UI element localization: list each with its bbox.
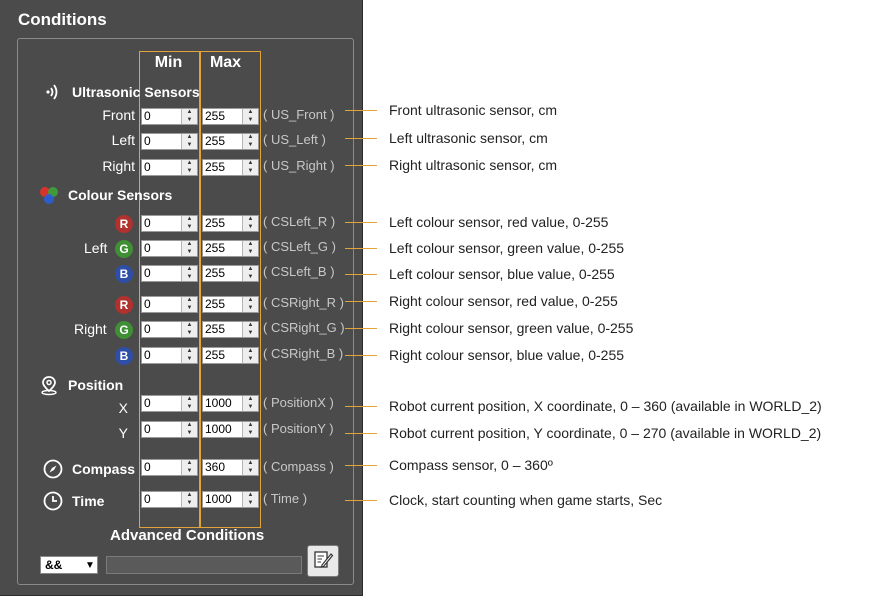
annotation-line bbox=[345, 406, 377, 407]
window-title: Conditions bbox=[18, 10, 107, 29]
red-badge: R bbox=[115, 296, 133, 314]
conditions-panel bbox=[17, 38, 354, 585]
section-compass-label: Compass bbox=[72, 461, 136, 477]
annotation-line bbox=[345, 433, 377, 434]
location-pin-icon bbox=[38, 374, 60, 396]
colour-left-b-min-stepper[interactable]: 0 ▲ ▼ bbox=[141, 265, 198, 282]
colour-right-r-min-stepper[interactable]: 0 ▲ ▼ bbox=[141, 296, 198, 313]
colour-left-b-var: ( CSLeft_B ) bbox=[263, 264, 335, 279]
ultrasonic-front-min-stepper[interactable]: 0 ▲ ▼ bbox=[141, 108, 198, 125]
colour-right-g-min-stepper[interactable]: 0 ▲ ▼ bbox=[141, 321, 198, 338]
blue-badge: B bbox=[115, 347, 133, 365]
ultrasonic-right-var: ( US_Right ) bbox=[263, 158, 335, 173]
colour-left-g-min-stepper[interactable]: 0 ▲ ▼ bbox=[141, 240, 198, 257]
annotation-line bbox=[345, 328, 377, 329]
advanced-condition-input[interactable] bbox=[106, 556, 302, 574]
colour-left-b-max-stepper[interactable]: 255 ▲ ▼ bbox=[202, 265, 259, 282]
annotation-line bbox=[345, 138, 377, 139]
position-y-label: Y bbox=[118, 425, 128, 441]
colour-left-r-var: ( CSLeft_R ) bbox=[263, 214, 336, 229]
annotation-line bbox=[345, 165, 377, 166]
annotation-line bbox=[345, 110, 377, 111]
annotation-line bbox=[345, 248, 377, 249]
max-column-header: Max bbox=[209, 54, 242, 71]
colour-right-r-var: ( CSRight_R ) bbox=[263, 295, 344, 310]
colour-right-r-max-stepper[interactable]: 255 ▲ ▼ bbox=[202, 296, 259, 313]
annotation-line bbox=[345, 274, 377, 275]
logic-operator-select[interactable] bbox=[40, 556, 98, 574]
annotation-text: Left ultrasonic sensor, cm bbox=[389, 130, 548, 146]
colour-left-g-var: ( CSLeft_G ) bbox=[263, 239, 336, 254]
position-x-var: ( PositionX ) bbox=[263, 395, 334, 410]
section-time-label: Time bbox=[72, 493, 105, 509]
annotation-text: Robot current position, Y coordinate, 0 – 270 (available in WORLD_2) bbox=[389, 425, 822, 441]
green-badge: G bbox=[115, 240, 133, 258]
annotation-text: Left colour sensor, blue value, 0-255 bbox=[389, 266, 615, 282]
section-colour bbox=[38, 184, 172, 206]
annotation-text: Right colour sensor, green value, 0-255 bbox=[389, 320, 634, 336]
conditions-window bbox=[0, 0, 363, 596]
position-y-min-stepper[interactable]: 0 ▲ ▼ bbox=[141, 421, 198, 438]
position-x-min-stepper[interactable]: 0 ▲ ▼ bbox=[141, 395, 198, 412]
ultrasonic-left-min-stepper[interactable]: 0 ▲ ▼ bbox=[141, 133, 198, 150]
colour-right-b-max-stepper[interactable]: 255 ▲ ▼ bbox=[202, 347, 259, 364]
colour-left-r-min-stepper[interactable]: 0 ▲ ▼ bbox=[141, 215, 198, 232]
ultrasonic-left-label: Left bbox=[111, 132, 135, 148]
annotation-text: Left colour sensor, green value, 0-255 bbox=[389, 240, 625, 256]
clock-icon bbox=[42, 490, 64, 512]
colour-left-label: Left bbox=[84, 240, 108, 256]
annotation-text: Left colour sensor, red value, 0-255 bbox=[389, 214, 609, 230]
annotation-text: Right colour sensor, red value, 0-255 bbox=[389, 293, 618, 309]
annotation-text: Compass sensor, 0 – 360º bbox=[389, 457, 553, 473]
position-x-max-stepper[interactable]: 1000 ▲ ▼ bbox=[202, 395, 259, 412]
annotation-line bbox=[345, 301, 377, 302]
annotation-text: Clock, start counting when game starts, Sec bbox=[389, 492, 663, 508]
position-y-var: ( PositionY ) bbox=[263, 421, 334, 436]
ultrasonic-front-max-stepper[interactable]: 255 ▲ ▼ bbox=[202, 108, 259, 125]
colour-right-b-min-stepper[interactable]: 0 ▲ ▼ bbox=[141, 347, 198, 364]
section-ultrasonic bbox=[42, 81, 200, 103]
blue-badge: B bbox=[115, 265, 133, 283]
ultrasonic-front-var: ( US_Front ) bbox=[263, 107, 335, 122]
colour-right-g-max-stepper[interactable]: 255 ▲ ▼ bbox=[202, 321, 259, 338]
compass-min-stepper[interactable]: 0 ▲ ▼ bbox=[141, 459, 198, 476]
annotation-line bbox=[345, 355, 377, 356]
annotation-line bbox=[345, 465, 377, 466]
time-max-stepper[interactable]: 1000 ▲ ▼ bbox=[202, 491, 259, 508]
annotation-text: Robot current position, X coordinate, 0 – 360 (available in WORLD_2) bbox=[389, 398, 822, 414]
ultrasonic-left-var: ( US_Left ) bbox=[263, 132, 326, 147]
annotation-text: Front ultrasonic sensor, cm bbox=[389, 102, 558, 118]
rgb-dots-icon bbox=[38, 184, 60, 206]
section-compass bbox=[42, 458, 135, 480]
ultrasonic-left-max-stepper[interactable]: 255 ▲ ▼ bbox=[202, 133, 259, 150]
time-var: ( Time ) bbox=[263, 491, 308, 506]
wave-icon bbox=[42, 81, 64, 103]
advanced-conditions-title: Advanced Conditions bbox=[110, 527, 265, 544]
section-position bbox=[38, 374, 123, 396]
ultrasonic-right-max-stepper[interactable]: 255 ▲ ▼ bbox=[202, 159, 259, 176]
ultrasonic-right-min-stepper[interactable]: 0 ▲ ▼ bbox=[141, 159, 198, 176]
compass-var: ( Compass ) bbox=[263, 459, 334, 474]
annotation-text: Right ultrasonic sensor, cm bbox=[389, 157, 558, 173]
colour-right-label: Right bbox=[74, 321, 107, 337]
position-x-label: X bbox=[118, 400, 128, 416]
chevron-down-icon: ▼ bbox=[85, 559, 95, 571]
green-badge: G bbox=[115, 321, 133, 339]
edit-condition-button[interactable] bbox=[307, 545, 339, 577]
position-y-max-stepper[interactable]: 1000 ▲ ▼ bbox=[202, 421, 259, 438]
section-position-label: Position bbox=[68, 377, 124, 393]
section-ultrasonic-label: Ultrasonic Sensors bbox=[72, 84, 200, 100]
annotation-line bbox=[345, 222, 377, 223]
compass-max-stepper[interactable]: 360 ▲ ▼ bbox=[202, 459, 259, 476]
compass-icon bbox=[42, 458, 64, 480]
red-badge: R bbox=[115, 215, 133, 233]
edit-pencil-icon bbox=[312, 548, 334, 575]
section-colour-label: Colour Sensors bbox=[68, 187, 173, 203]
ultrasonic-front-label: Front bbox=[102, 107, 135, 123]
annotation-line bbox=[345, 500, 377, 501]
section-time bbox=[42, 490, 104, 512]
logic-operator-value: && bbox=[45, 558, 63, 572]
colour-left-g-max-stepper[interactable]: 255 ▲ ▼ bbox=[202, 240, 259, 257]
colour-right-g-var: ( CSRight_G ) bbox=[263, 320, 345, 335]
ultrasonic-right-label: Right bbox=[102, 158, 135, 174]
time-min-stepper[interactable]: 0 ▲ ▼ bbox=[141, 491, 198, 508]
annotation-text: Right colour sensor, blue value, 0-255 bbox=[389, 347, 625, 363]
colour-left-r-max-stepper[interactable]: 255 ▲ ▼ bbox=[202, 215, 259, 232]
min-column-header: Min bbox=[154, 54, 183, 71]
colour-right-b-var: ( CSRight_B ) bbox=[263, 346, 344, 361]
